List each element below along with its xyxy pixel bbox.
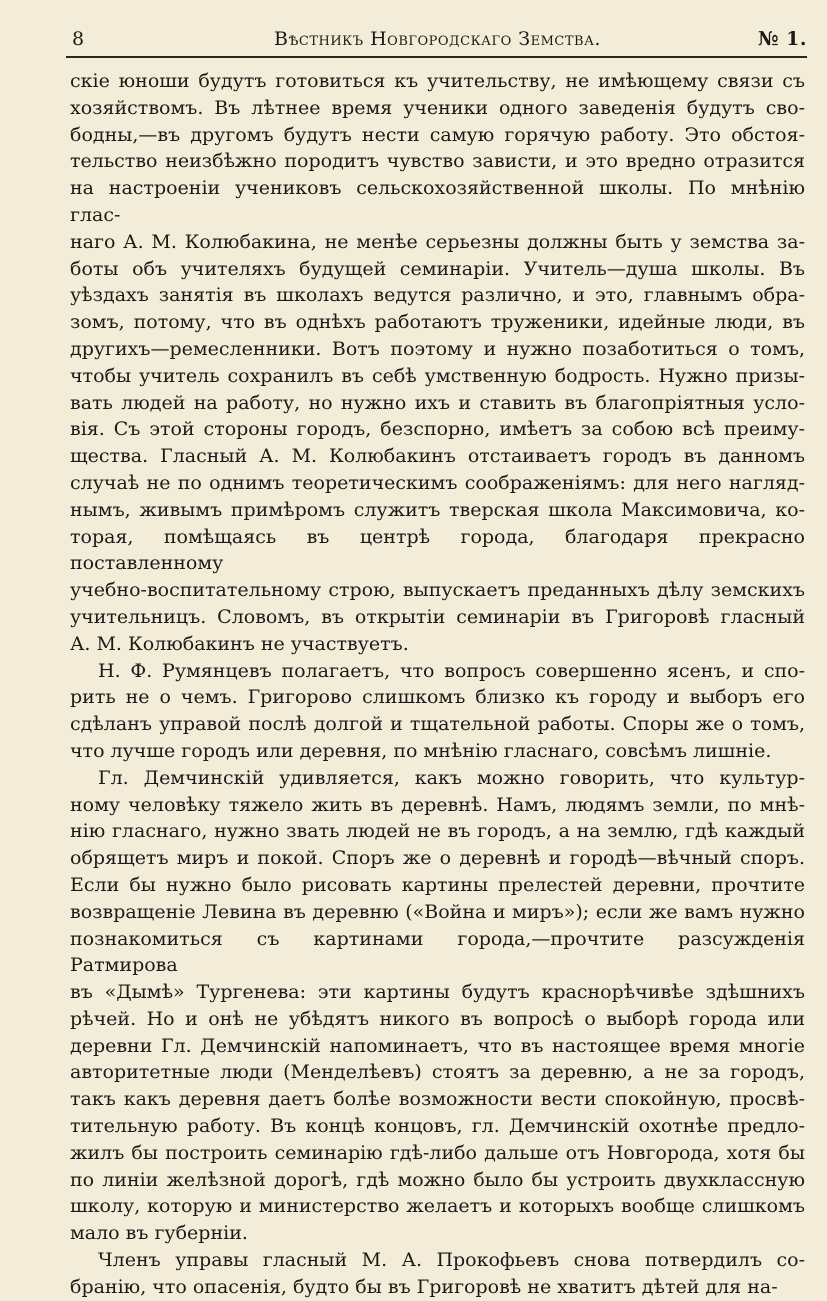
paragraph bbox=[70, 658, 805, 765]
text-line: другихъ—ремесленники. Вотъ поэтому и нужно позаботиться о томъ, bbox=[70, 337, 805, 360]
text-line: Н. Ф. Румянцевъ полагаетъ, что вопросъ совершенно ясенъ, и спо- bbox=[98, 659, 805, 682]
text-line: авторитетные люди (Менделѣевъ) стоятъ за деревню, а не за городъ, bbox=[70, 1061, 805, 1084]
text-line: мало въ губерніи. bbox=[70, 1222, 248, 1245]
text-line: на настроеніи учениковъ сельскохозяйственной школы. По мнѣнію глас- bbox=[70, 177, 805, 226]
text-line: Гл. Демчинскій удивляется, какъ можно говорить, что культур- bbox=[98, 766, 805, 789]
text-line: по линіи желѣзной дорогѣ, гдѣ можно было бы устроить двухклассную bbox=[70, 1168, 805, 1191]
text-line: въ «Дымѣ» Тургенева: эти картины будутъ краснорѣчивѣе здѣшнихъ bbox=[70, 981, 805, 1004]
text-line: вія. Съ этой стороны городъ, безспорно, имѣетъ за собою всѣ преиму- bbox=[70, 418, 805, 441]
text-line: учебно-воспитательному строю, выпускаетъ преданныхъ дѣлу земскихъ bbox=[70, 579, 805, 602]
text-line: деревни Гл. Демчинскій напоминаетъ, что въ настоящее время многіе bbox=[70, 1034, 805, 1057]
text-line: возвращеніе Левина въ деревню («Война и миръ»); если же вамъ нужно bbox=[70, 900, 805, 923]
text-line: школу, которую и министерство желаетъ и которыхъ вообще слишкомъ bbox=[70, 1195, 805, 1218]
text-line: боты объ учителяхъ будущей семинаріи. Учитель—душа школы. Въ bbox=[70, 257, 805, 280]
text-line: скіе юноши будутъ готовиться къ учительству, не имѣющему связи съ bbox=[70, 70, 805, 92]
journal-title: Вѣстникъ Новгородскаго Земства. bbox=[274, 28, 601, 50]
text-line: бранію, что опасенія, будто бы въ Григоровѣ не хватитъ дѣтей для на- bbox=[70, 1275, 778, 1298]
text-line: наго А. М. Колюбакина, не менѣе серьезны должны быть у земства за- bbox=[70, 230, 805, 253]
text-line: уѣздахъ занятія въ школахъ ведутся различно, и это, главнымъ обра- bbox=[70, 284, 805, 307]
issue-number: № 1. bbox=[757, 28, 807, 50]
text-line: тельство неизбѣжно породитъ чувство зависти, и это вредно отразится bbox=[70, 150, 805, 173]
page-number: 8 bbox=[72, 28, 85, 50]
text-line: сдѣланъ управой послѣ долгой и тщательной работы. Споры же о томъ, bbox=[70, 713, 805, 736]
text-line: обрящетъ миръ и покой. Споръ же о деревнѣ и городѣ—вѣчный споръ. bbox=[70, 847, 805, 870]
text-line: чтобы учитель сохранилъ въ себѣ умственную бодрость. Нужно призы- bbox=[70, 364, 805, 387]
text-line: Членъ управы гласный М. А. Прокофьевъ снова потвердилъ со- bbox=[98, 1249, 805, 1272]
header-rule bbox=[66, 56, 807, 58]
paragraph bbox=[70, 1247, 805, 1301]
article-body bbox=[70, 68, 805, 1301]
text-line: вать людей на работу, но нужно ихъ и ставить въ благопріятныя усло- bbox=[70, 391, 805, 414]
text-line: нію гласнаго, нужно звать людей не въ городъ, а на землю, гдѣ каждый bbox=[70, 820, 805, 843]
text-line: случаѣ не по однимъ теоретическимъ соображеніямъ: для него нагляд- bbox=[70, 471, 805, 494]
text-line: торая, помѣщаясь въ центрѣ города, благодаря прекрасно поставленному bbox=[70, 525, 805, 575]
text-line: А. М. Колюбакинъ не участвуетъ. bbox=[70, 632, 409, 655]
paragraph bbox=[70, 765, 805, 1247]
text-line: что лучше городъ или деревня, по мнѣнію гласнаго, совсѣмъ лишніе. bbox=[70, 739, 772, 762]
text-line: рѣчей. Но и онѣ не убѣдятъ никого въ вопросѣ о выборѣ города или bbox=[70, 1007, 805, 1030]
text-line: тительную работу. Въ концѣ концовъ, гл. Демчинскій охотнѣе предло- bbox=[70, 1115, 805, 1138]
text-line: зомъ, потому, что въ однѣхъ работаютъ труженики, идейные люди, въ bbox=[70, 311, 805, 334]
text-line: познакомиться съ картинами города,—прочтите разсужденія Ратмирова bbox=[70, 927, 805, 977]
text-line: ному человѣку тяжело жить въ деревнѣ. Намъ, людямъ земли, по мнѣ- bbox=[70, 793, 805, 816]
text-line: учительницъ. Словомъ, въ открытіи семинаріи въ Григоровѣ гласный bbox=[70, 605, 805, 628]
text-line: рить не о чемъ. Григорово слишкомъ близко къ городу и выборъ его bbox=[70, 686, 805, 709]
text-line: щества. Гласный А. М. Колюбакинъ отстаиваетъ городъ въ данномъ bbox=[70, 445, 805, 468]
text-line: Если бы нужно было рисовать картины прелестей деревни, прочтите bbox=[70, 873, 805, 896]
text-line: такъ какъ деревня даетъ болѣе возможности вести спокойную, просвѣ- bbox=[70, 1088, 805, 1111]
text-line: жилъ бы построить семинарію гдѣ-либо дальше отъ Новгорода, хотя бы bbox=[70, 1141, 805, 1164]
text-line: бодны,—въ другомъ будутъ нести самую горячую работу. Это обстоя- bbox=[70, 123, 805, 146]
text-line: хозяйствомъ. Въ лѣтнее время ученики одного заведенія будутъ сво- bbox=[70, 96, 805, 119]
paragraph bbox=[70, 68, 805, 658]
page-header bbox=[68, 22, 807, 52]
text-line: нымъ, живымъ примѣромъ служитъ тверская школа Максимовича, ко- bbox=[70, 498, 805, 521]
